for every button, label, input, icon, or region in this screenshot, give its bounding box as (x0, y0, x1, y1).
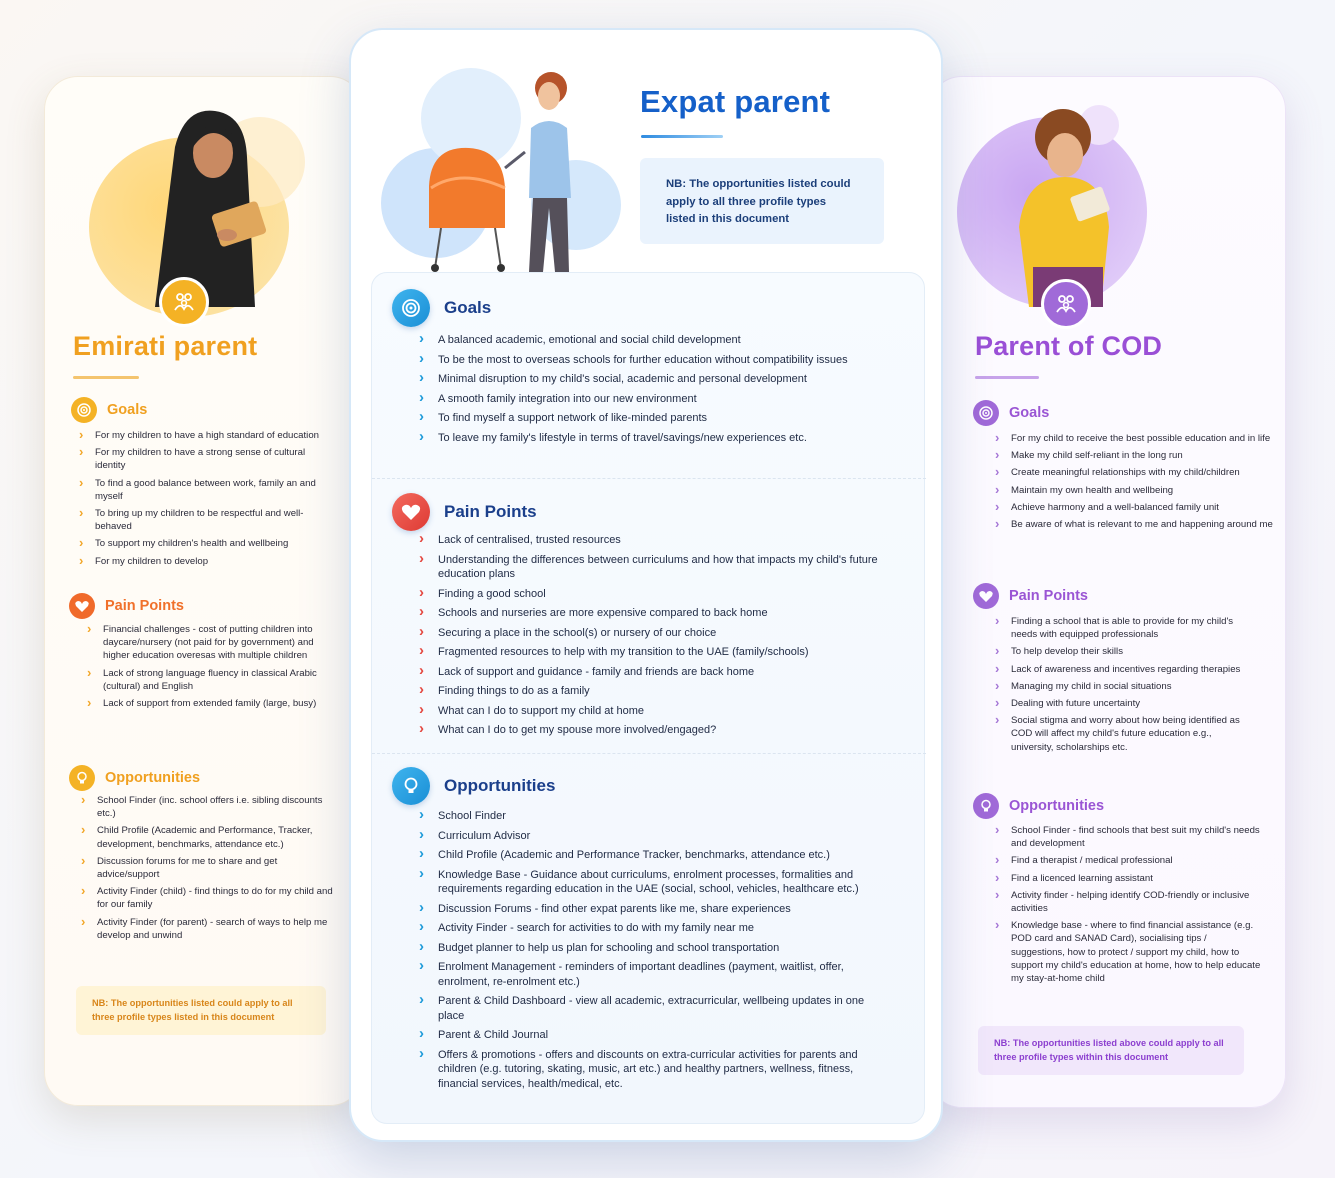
section-divider (372, 753, 926, 754)
list-item: › School Finder (416, 809, 882, 824)
list-item: › Maintain my own health and wellbeing (991, 484, 1273, 497)
pain-points-header (973, 583, 1088, 609)
pain-points-title: Pain Points (444, 502, 537, 521)
list-item: › Knowledge base - where to find financial assistance (e.g. POD card and SANAD Card), socialising tips / suggestions, how to protect / support my child, how to support my child's education at home, how to help educate my stay-at-home child (991, 919, 1263, 985)
list-item: › Discussion forums for me to share and get advice/support (77, 855, 339, 881)
note-box: NB: The opportunities listed could apply to all three profile types listed in this document (76, 986, 326, 1035)
list-item: › What can I do to support my child at home (416, 704, 886, 719)
emirati-mother-illustration (115, 107, 305, 307)
list-item: › Lack of support from extended family (large, busy) (83, 697, 339, 710)
opportunities-title: Opportunities (444, 776, 556, 795)
family-badge-icon (1041, 279, 1091, 329)
list-item: › Lack of strong language fluency in classical Arabic (cultural) and English (83, 667, 339, 693)
list-item: › Lack of centralised, trusted resources (416, 533, 886, 548)
list-item: › Create meaningful relationships with my child/children (991, 466, 1273, 479)
pain-points-list (416, 533, 886, 743)
list-item: › Minimal disruption to my child's social, academic and personal development (416, 372, 876, 387)
persona-title: Emirati parent (73, 331, 258, 361)
note-box: NB: The opportunities listed could apply to all three profile types listed in this document (640, 158, 884, 244)
list-item: › Activity finder - helping identify COD-friendly or inclusive activities (991, 889, 1263, 915)
list-item: › Enrolment Management - reminders of important deadlines (payment, waitlist, offer, enrolment, re-enrolment etc.) (416, 960, 882, 989)
list-item: › School Finder - find schools that best suit my child's needs and development (991, 824, 1263, 850)
list-item: › A smooth family integration into our new environment (416, 392, 876, 407)
expat-content-panel (371, 272, 925, 1124)
list-item: › To bring up my children to be respectful and well-behaved (75, 507, 323, 533)
list-item: › Find a therapist / medical professional (991, 854, 1263, 867)
list-item: › Parent & Child Journal (416, 1028, 882, 1043)
list-item: › Knowledge Base - Guidance about curriculums, enrolment processes, formalities and requirements regarding education in the UAE (social, school, vehicles, healthcare etc.) (416, 868, 882, 897)
goals-header (392, 289, 491, 327)
goals-title: Goals (107, 402, 148, 418)
section-divider (372, 478, 926, 479)
list-item: › Financial challenges - cost of putting children into daycare/nursery (not paid for by government) and higher education overesas with multiple children (83, 623, 339, 663)
list-item: › Achieve harmony and a well-balanced family unit (991, 501, 1273, 514)
list-item: › For my children to develop (75, 555, 323, 568)
pain-points-title: Pain Points (1009, 588, 1088, 604)
goals-title: Goals (1009, 405, 1050, 421)
list-item: › To help develop their skills (991, 645, 1251, 658)
opportunities-list (77, 794, 339, 946)
title-underline (641, 135, 723, 138)
opportunities-list (416, 809, 882, 1096)
goals-header (71, 397, 147, 423)
list-item: › To find myself a support network of like-minded parents (416, 411, 876, 426)
heart-icon (392, 493, 430, 531)
title-underline (73, 376, 139, 379)
list-item: › To leave my family's lifestyle in terms of travel/savings/new experiences etc. (416, 431, 876, 446)
family-icon (1053, 291, 1079, 317)
emirati-parent-card (44, 76, 364, 1106)
list-item: › Lack of awareness and incentives regarding therapies (991, 663, 1251, 676)
list-item: › What can I do to get my spouse more involved/engaged? (416, 723, 886, 738)
expat-mother-stroller-illustration (421, 68, 601, 272)
note-box: NB: The opportunities listed above could apply to all three profile types within this document (978, 1026, 1244, 1075)
list-item: › Find a licenced learning assistant (991, 872, 1263, 885)
list-item: › For my child to receive the best possible education and in life (991, 432, 1273, 445)
persona-title: Parent of COD (975, 331, 1163, 361)
opportunities-header (69, 765, 200, 791)
lightbulb-icon (392, 767, 430, 805)
goals-title: Goals (444, 298, 492, 317)
list-item: › Budget planner to help us plan for schooling and school transportation (416, 941, 882, 956)
list-item: › Fragmented resources to help with my transition to the UAE (family/schools) (416, 645, 886, 660)
goals-list (75, 429, 323, 572)
list-item: › Securing a place in the school(s) or nursery of our choice (416, 626, 886, 641)
list-item: › For my children to have a strong sense of cultural identity (75, 446, 323, 472)
family-icon (171, 289, 197, 315)
list-item: › For my children to have a high standard of education (75, 429, 323, 442)
list-item: › Curriculum Advisor (416, 829, 882, 844)
persona-title: Expat parent (640, 84, 831, 119)
pain-points-title: Pain Points (105, 598, 184, 614)
heart-icon (69, 593, 95, 619)
lightbulb-icon (69, 765, 95, 791)
target-icon (973, 400, 999, 426)
list-item: › Discussion Forums - find other expat parents like me, share experiences (416, 902, 882, 917)
opportunities-header (392, 767, 555, 805)
list-item: › Dealing with future uncertainty (991, 697, 1251, 710)
cod-parent-card (928, 76, 1286, 1108)
list-item: › Finding things to do as a family (416, 684, 886, 699)
opportunities-list (991, 824, 1263, 989)
list-item: › Parent & Child Dashboard - view all academic, extracurricular, wellbeing updates in one place (416, 994, 882, 1023)
list-item: › Activity Finder - search for activities to do with my family near me (416, 921, 882, 936)
list-item: › A balanced academic, emotional and social child development (416, 333, 876, 348)
list-item: › Finding a good school (416, 587, 886, 602)
list-item: › Offers & promotions - offers and discounts on extra-curricular activities for parents and children (e.g. tutoring, skating, music, art etc.) and healthy partners, wellness, fitness, financial services, health/medical, etc. (416, 1048, 882, 1092)
list-item: › Activity Finder (for parent) - search of ways to help me develop and unwind (77, 916, 339, 942)
title-underline (975, 376, 1039, 379)
list-item: › To be the most to overseas schools for further education without compatibility issues (416, 353, 876, 368)
lightbulb-icon (973, 793, 999, 819)
pain-points-list (83, 623, 339, 714)
list-item: › Be aware of what is relevant to me and happening around me (991, 518, 1273, 531)
list-item: › Child Profile (Academic and Performance, Tracker, development, benchmarks, attendance etc.) (77, 824, 339, 850)
list-item: › Finding a school that is able to provide for my child's needs with equipped professionals (991, 615, 1251, 641)
pain-points-header (392, 493, 537, 531)
list-item: › Social stigma and worry about how being identified as COD will affect my child's future education e.g., university, scholarships etc. (991, 714, 1251, 754)
goals-list (416, 333, 876, 450)
list-item: › Schools and nurseries are more expensive compared to back home (416, 606, 886, 621)
heart-icon (973, 583, 999, 609)
opportunities-header (973, 793, 1104, 819)
list-item: › Lack of support and guidance - family and friends are back home (416, 665, 886, 680)
list-item: › Make my child self-reliant in the long run (991, 449, 1273, 462)
list-item: › School Finder (inc. school offers i.e. sibling discounts etc.) (77, 794, 339, 820)
list-item: › Understanding the differences between curriculums and how that impacts my child's future education plans (416, 553, 886, 582)
opportunities-title: Opportunities (105, 770, 201, 786)
goals-list (991, 432, 1273, 535)
expat-parent-card (349, 28, 943, 1142)
pain-points-list (991, 615, 1251, 758)
target-icon (71, 397, 97, 423)
list-item: › To support my children's health and wellbeing (75, 537, 323, 550)
list-item: › Child Profile (Academic and Performance Tracker, benchmarks, attendance etc.) (416, 848, 882, 863)
list-item: › To find a good balance between work, family an and myself (75, 477, 323, 503)
target-icon (392, 289, 430, 327)
pain-points-header (69, 593, 184, 619)
goals-header (973, 400, 1049, 426)
list-item: › Managing my child in social situations (991, 680, 1251, 693)
list-item: › Activity Finder (child) - find things to do for my child and for our family (77, 885, 339, 911)
family-badge-icon (159, 277, 209, 327)
cod-mother-illustration (989, 107, 1149, 307)
opportunities-title: Opportunities (1009, 798, 1105, 814)
